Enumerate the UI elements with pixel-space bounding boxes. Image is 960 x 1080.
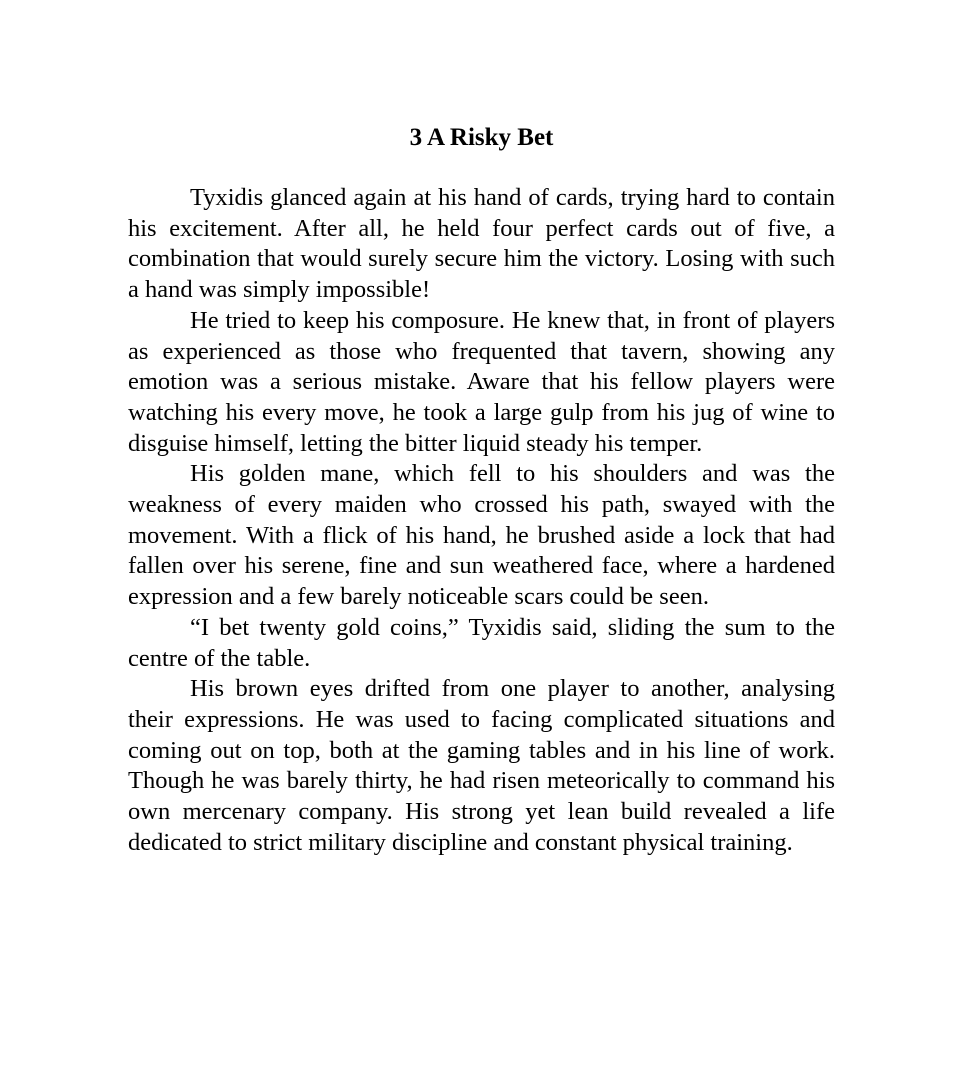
document-page bbox=[128, 120, 835, 858]
paragraph-4: “I bet twenty gold coins,” Tyxidis said, sliding the sum to the centre of the table. bbox=[128, 613, 835, 672]
chapter-title: 3 A Risky Bet bbox=[409, 124, 554, 151]
paragraph-1: Tyxidis glanced again at his hand of cards, trying hard to contain his excitement. After all, he held four perfect cards out of five, a combination that would surely secure him the victory. Losing with such a hand was simply impossible! bbox=[128, 184, 835, 304]
paragraph-5: His brown eyes drifted from one player to another, analysing their expressions. He was used to facing complicated situations and coming out on top, both at the gaming tables and in his line of work. Though he was barely thirty, he had risen meteorically to command his own mercenary company. His strong yet lean build revealed a life dedicated to strict military discipline and constant physical training. bbox=[128, 675, 835, 856]
paragraph-2: He tried to keep his composure. He knew that, in front of players as experienced as those who frequented that tavern, showing any emotion was a serious mistake. Aware that his fellow players were watching his every move, he took a large gulp from his jug of wine to disguise himself, letting the bitter liquid steady his temper. bbox=[128, 306, 835, 457]
chapter-body bbox=[128, 183, 835, 858]
paragraph-3: His golden mane, which fell to his shoulders and was the weakness of every maiden who crossed his path, swayed with the movement. With a flick of his hand, he brushed aside a lock that had fallen over his serene, fine and sun weathered face, where a hardened expression and a few barely noticeable scars could be seen. bbox=[128, 460, 835, 611]
